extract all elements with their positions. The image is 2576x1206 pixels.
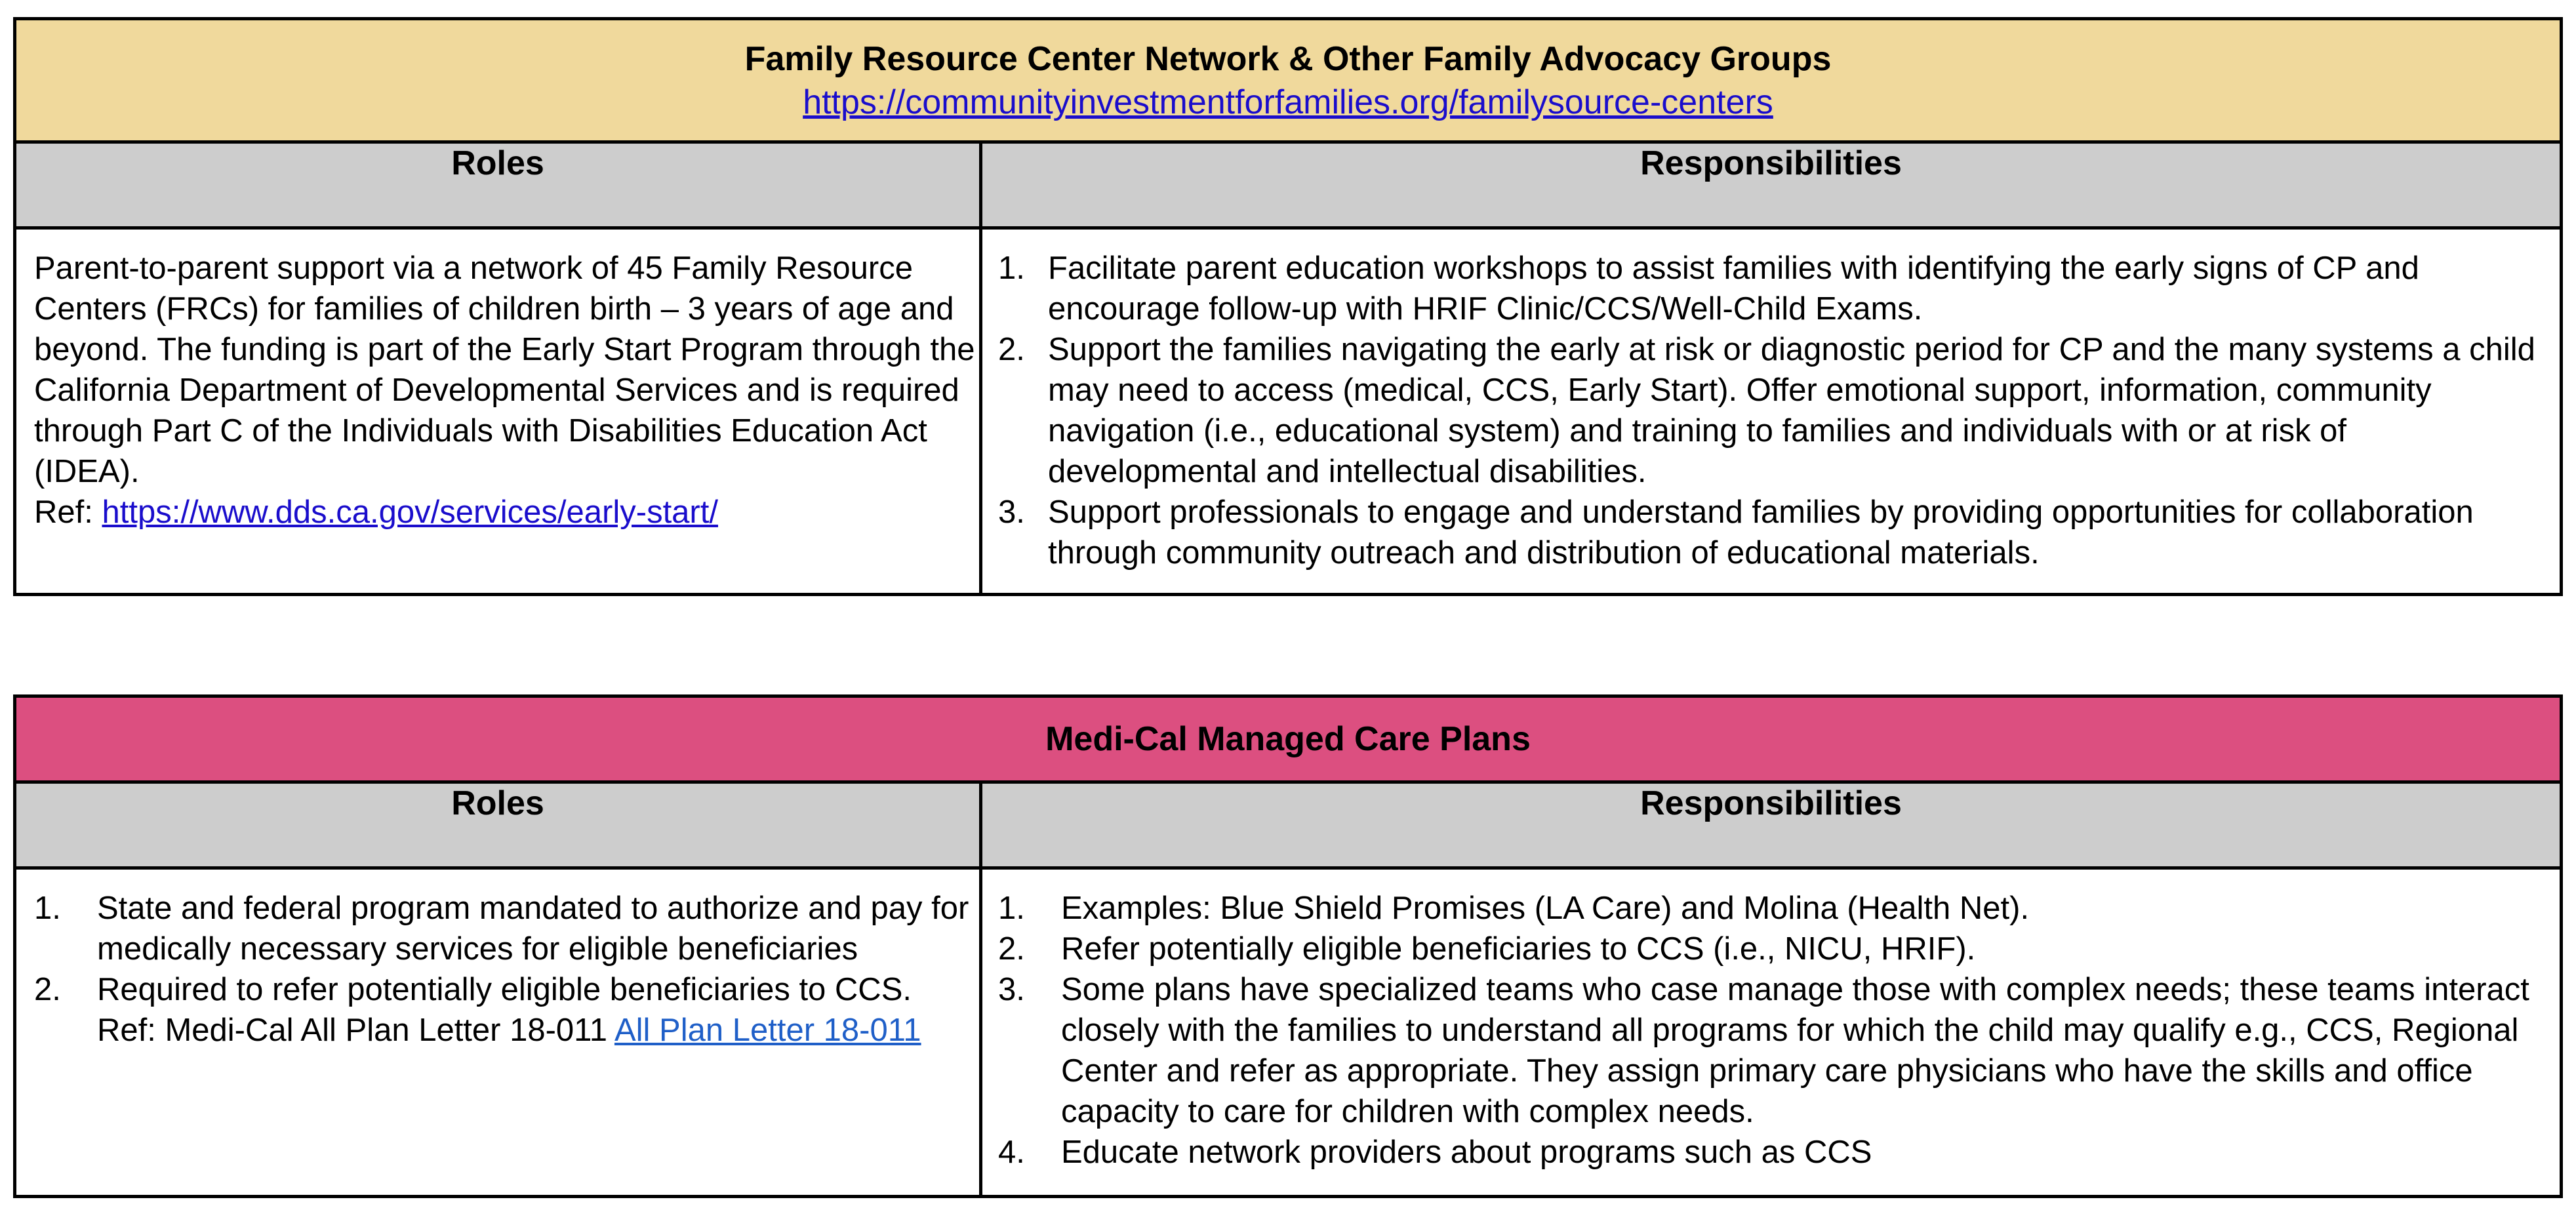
roles-header: Roles [15,142,981,228]
family-resource-title-cell [15,19,2562,142]
family-resource-url-link[interactable]: https://communityinvestmentforfamilies.org/familysource-centers [803,83,1773,121]
list-item [998,248,2544,329]
roles-header: Roles [15,782,981,868]
list-number: 2. [998,931,1025,967]
list-number: 2. [34,972,61,1007]
list-number: 2. [998,332,1025,367]
medi-cal-responsibility-list [998,888,2544,1173]
family-resource-responsibility-list [998,248,2544,573]
list-text: Educate network providers about programs such as CCS [1061,1135,1872,1170]
list-item [998,969,2544,1132]
list-number: 1. [998,891,1025,926]
list-text: Refer potentially eligible beneficiaries to CCS (i.e., NICU, HRIF). [1061,931,1976,967]
family-resource-ref [34,492,979,533]
list-text-block [97,969,979,1051]
family-resource-roles-text: Parent-to-parent support via a network of 45 Family Resource Centers (FRCs) for families of children birth – 3 years of age and beyond. The funding is part of the Early Start Program through the California Department of Developmental Services and is required through Part C of the Individuals with Disabilities Education Act (IDEA). [34,251,975,489]
list-item [998,492,2544,573]
family-resource-table [13,17,2563,596]
family-resource-responsibilities-cell [981,228,2562,595]
medi-cal-table [13,694,2563,1198]
list-text: Support the families navigating the early at risk or diagnostic period for CP and the many systems a child may need to access (medical, CCS, Early Start). Offer emotional support, information, community navigation (i.e., educational system) and training to families and individuals with or at risk of developmental and intellectual disabilities. [1048,332,2535,489]
apl-ref-text: Ref: Medi-Cal All Plan Letter 18-011 [97,1013,614,1048]
list-item [34,888,979,969]
list-text: Support professionals to engage and understand families by providing opportunities for collaboration through community outreach and distribution of educational materials. [1048,494,2474,571]
dds-early-start-link[interactable]: https://www.dds.ca.gov/services/early-start/ [102,494,718,530]
list-item [998,1132,2544,1173]
list-number: 4. [998,1135,1025,1170]
family-resource-title: Family Resource Center Network & Other Family Advocacy Groups [744,40,1832,78]
list-item [998,329,2544,492]
list-text: Some plans have specialized teams who case manage those with complex needs; these teams interact closely with the families to understand all programs for which the child may qualify e.g., CCS, Regional Center and refer as appropriate. They assign primary care physicians who have the skills and office capacity to care for children with complex needs. [1061,972,2529,1129]
list-number: 1. [34,891,61,926]
list-number: 1. [998,251,1025,286]
list-item [998,888,2544,929]
responsibilities-header: Responsibilities [981,782,2562,868]
list-text: State and federal program mandated to authorize and pay for medically necessary services for eligible beneficiaries [97,891,969,967]
list-text: Examples: Blue Shield Promises (LA Care) and Molina (Health Net). [1061,891,2030,926]
responsibilities-header: Responsibilities [981,142,2562,228]
family-resource-roles-cell [15,228,981,595]
all-plan-letter-link[interactable]: All Plan Letter 18-011 [614,1013,921,1048]
list-item [34,969,979,1051]
medi-cal-title: Medi-Cal Managed Care Plans [15,696,2562,782]
medi-cal-roles-cell [15,868,981,1197]
medi-cal-roles-list [34,888,979,1051]
ref-label: Ref: [34,494,102,530]
list-item [998,929,2544,969]
medi-cal-responsibilities-cell [981,868,2562,1197]
list-text: Facilitate parent education workshops to assist families with identifying the early signs of CP and encourage follow-up with HRIF Clinic/CCS/Well-Child Exams. [1048,251,2419,327]
list-number: 3. [998,972,1025,1007]
list-text: Required to refer potentially eligible beneficiaries to CCS. [97,972,912,1007]
list-number: 3. [998,494,1025,530]
